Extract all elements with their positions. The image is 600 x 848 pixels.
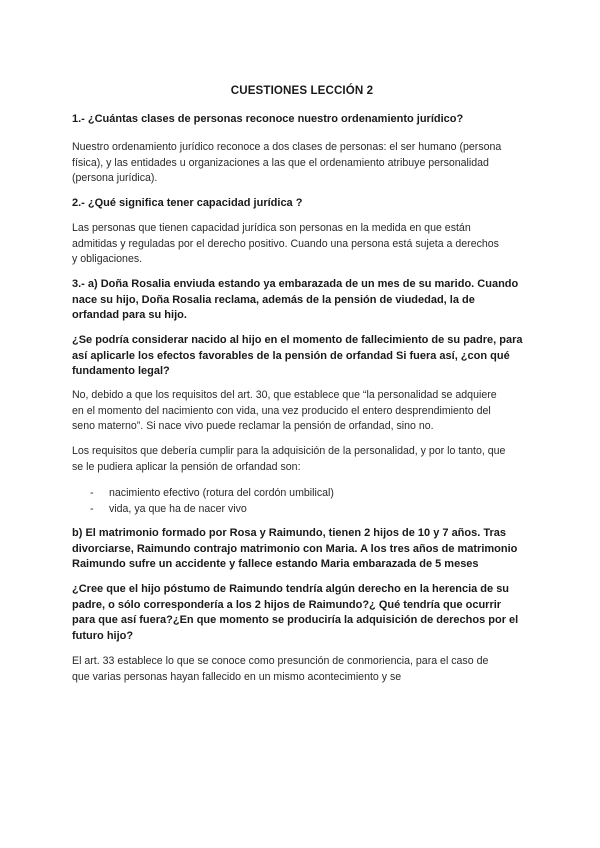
list-item xyxy=(90,486,530,502)
question-3a-line: 3.- a) Doña Rosalia enviuda estando ya embarazada de un mes de su marido. Cuando xyxy=(72,278,519,290)
question-3a-line: orfandad para su hijo. xyxy=(72,309,187,321)
list-item-text: nacimiento efectivo (rotura del cordón umbilical) xyxy=(109,487,334,499)
question-3b-line: divorciarse, Raimundo contrajo matrimonio con Maria. A los tres años de matrimonio xyxy=(72,542,518,555)
answer-3a-requirements-line: Los requisitos que debería cumplir para la adquisición de la personalidad, y por lo tanto, que xyxy=(72,445,506,457)
question-1 xyxy=(72,112,532,128)
list-dash: - xyxy=(90,502,94,515)
question-3b-sub-line: para que así fuera?¿En que momento se produciría la adquisición de derechos por el xyxy=(72,614,519,626)
answer-3a-requirements-line: se le pudiera aplicar la pensión de orfandad son: xyxy=(72,460,301,473)
question-2-line: 2.- ¿Qué significa tener capacidad jurídica ? xyxy=(72,197,303,209)
answer-3a-line: seno materno”. Si nace vivo puede reclamar la pensión de orfandad, sino no. xyxy=(72,420,434,432)
requirements-list xyxy=(90,486,530,517)
list-dash: - xyxy=(90,487,94,499)
answer-2 xyxy=(72,221,532,268)
answer-3a-line: en el momento del nacimiento con vida, una vez producido el entero desprendimiento del xyxy=(72,404,491,417)
answer-2-line: admitidas y reguladas por el derecho positivo. Cuando una persona está sujeta a derechos xyxy=(72,237,499,250)
question-3b xyxy=(72,526,532,573)
answer-3b xyxy=(72,654,532,685)
question-3a xyxy=(72,277,532,324)
answer-1-line: física), y las entidades u organizaciones a las que el ordenamiento atribuye personalidad xyxy=(72,156,489,169)
question-3a-sub-line: fundamento legal? xyxy=(72,365,170,377)
answer-3a xyxy=(72,388,532,435)
answer-2-line: y obligaciones. xyxy=(72,253,143,265)
answer-3a-line: No, debido a que los requisitos del art. 30, que establece que “la personalidad se adquiere xyxy=(72,389,497,401)
list-item-text: vida, ya que ha de nacer vivo xyxy=(109,502,247,515)
question-3a-line: nace su hijo, Doña Rosalia reclama, además de la pensión de viudedad, la de xyxy=(72,293,475,306)
page-title: CUESTIONES LECCIÓN 2 xyxy=(230,84,374,97)
question-3b-sub-line: padre, o sólo correspondería a los 2 hijos de Raimundo?¿ Qué tendría que ocurrir xyxy=(72,598,502,611)
answer-2-line: Las personas que tienen capacidad jurídica son personas en la medida en que están xyxy=(72,222,471,234)
answer-3b-line: que varias personas hayan fallecido en un mismo acontecimiento y se xyxy=(72,670,402,683)
question-3a-sub xyxy=(72,333,532,380)
answer-3a-requirements xyxy=(72,444,532,475)
question-3b-line: b) El matrimonio formado por Rosa y Raimundo, tienen 2 hijos de 10 y 7 años. Tras xyxy=(72,527,506,539)
question-2 xyxy=(72,196,532,212)
answer-1-line: (persona jurídica). xyxy=(72,172,158,184)
list-item xyxy=(90,502,530,518)
question-3a-sub-line: así aplicarle los efectos favorables de la pensión de orfandad Si fuera así, ¿con qué xyxy=(72,349,510,362)
answer-1 xyxy=(72,140,532,187)
question-3a-sub-line: ¿Se podría considerar nacido al hijo en el momento de fallecimiento de su padre, para xyxy=(72,334,523,346)
question-1-line: 1.- ¿Cuántas clases de personas reconoce nuestro ordenamiento jurídico? xyxy=(72,113,464,125)
question-3b-sub xyxy=(72,582,532,644)
answer-3b-line: El art. 33 establece lo que se conoce como presunción de conmoriencia, para el caso de xyxy=(72,655,489,667)
question-3b-line: Raimundo sufre un accidente y fallece estando Maria embarazada de 5 meses xyxy=(72,558,479,570)
question-3b-sub-line: ¿Cree que el hijo póstumo de Raimundo tendría algún derecho en la herencia de su xyxy=(72,583,510,595)
answer-1-line: Nuestro ordenamiento jurídico reconoce a dos clases de personas: el ser humano (persona xyxy=(72,141,502,153)
question-3b-sub-line: futuro hijo? xyxy=(72,629,134,642)
